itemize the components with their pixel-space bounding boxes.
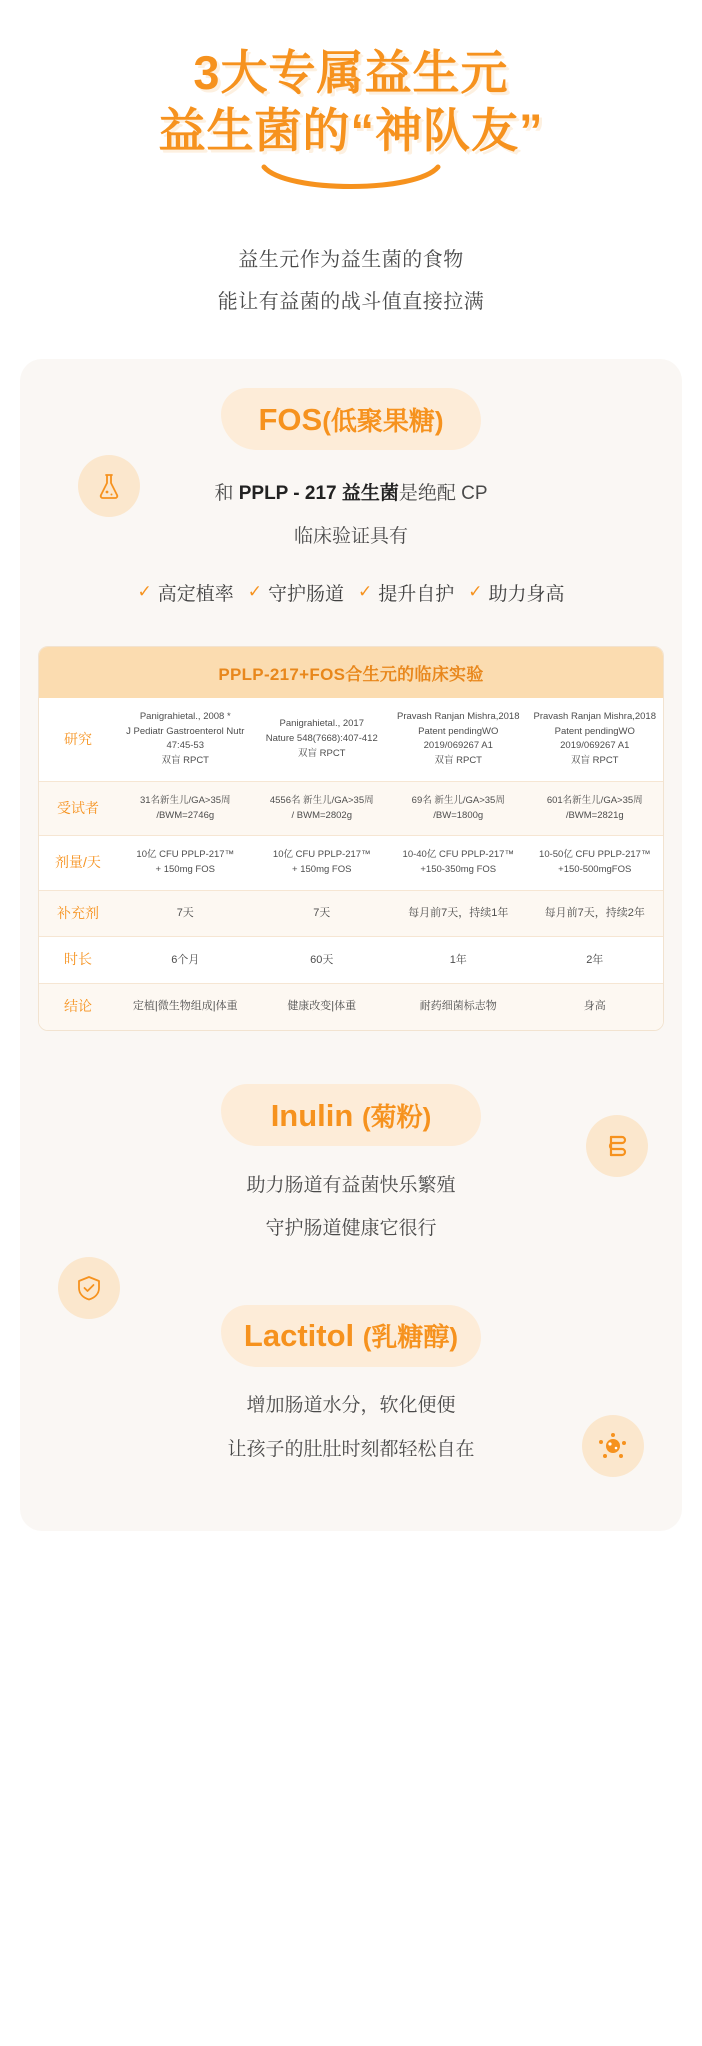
shield-icon bbox=[58, 1257, 120, 1319]
cell-conclusion-4: 身高 bbox=[527, 984, 664, 1030]
fos-line-1-post: 是绝配 CP bbox=[398, 482, 488, 504]
intro-line-1: 益生元作为益生菌的食物 bbox=[238, 248, 464, 271]
hero-section bbox=[0, 0, 702, 197]
table-row bbox=[39, 984, 663, 1030]
inulin-title-sub: (菊粉) bbox=[361, 1101, 432, 1132]
table-row bbox=[39, 937, 663, 984]
cell-dose-3: 10-40亿 CFU PPLP-217™ +150-350mg FOS bbox=[390, 836, 527, 890]
inulin-title-main: Inulin bbox=[270, 1097, 354, 1133]
fos-heading bbox=[20, 401, 682, 438]
check-icon: ✓ bbox=[137, 582, 152, 602]
row-head-duration: 时长 bbox=[39, 937, 117, 984]
benefit-label-1: 高定植率 bbox=[157, 583, 234, 605]
inulin-heading bbox=[20, 1097, 682, 1134]
cell-study-3: Pravash Ranjan Mishra,2018 Patent pendingWO 2019/069267 A1 双盲 RPCT bbox=[390, 698, 527, 781]
row-head-study: 研究 bbox=[39, 698, 117, 781]
benefit-item-2 bbox=[248, 579, 344, 606]
cell-supplement-4: 每月前7天，持续2年 bbox=[527, 890, 664, 937]
inulin-section bbox=[20, 1097, 682, 1251]
cell-duration-4: 2年 bbox=[527, 937, 664, 984]
cell-dose-4: 10-50亿 CFU PPLP-217™ +150-500mgFOS bbox=[527, 836, 664, 890]
row-head-conclusion: 结论 bbox=[39, 984, 117, 1030]
hero-underline-swoosh bbox=[256, 163, 446, 197]
benefit-item-4 bbox=[468, 579, 564, 606]
cell-subjects-2: 4556名 新生儿/GA>35周 / BWM=2802g bbox=[254, 781, 391, 835]
table-row bbox=[39, 836, 663, 890]
fos-description bbox=[20, 472, 682, 559]
cell-supplement-1: 7天 bbox=[117, 890, 254, 937]
benefit-item-3 bbox=[358, 579, 454, 606]
intro-text bbox=[0, 239, 702, 323]
cell-subjects-4: 601名新生儿/GA>35周 /BWM=2821g bbox=[527, 781, 664, 835]
cell-supplement-3: 每月前7天，持续1年 bbox=[390, 890, 527, 937]
inulin-line-2: 守护肠道健康它很行 bbox=[265, 1218, 437, 1240]
benefit-label-2: 守护肠道 bbox=[267, 583, 344, 605]
inulin-description bbox=[20, 1164, 682, 1251]
table-row bbox=[39, 698, 663, 781]
benefit-label-4: 助力身高 bbox=[488, 583, 565, 605]
cell-subjects-1: 31名新生儿/GA>35周 /BWM=2746g bbox=[117, 781, 254, 835]
fos-line-1-strong: PPLP - 217 益生菌 bbox=[238, 482, 399, 504]
lactitol-heading bbox=[20, 1317, 682, 1354]
lactitol-line-1: 增加肠道水分，软化便便 bbox=[246, 1395, 456, 1417]
cell-subjects-3: 69名 新生儿/GA>35周 /BW=1800g bbox=[390, 781, 527, 835]
clinical-trial-table bbox=[38, 646, 664, 1031]
hero-title-line-1: 3大专属益生元 bbox=[193, 46, 509, 99]
cell-study-4: Pravash Ranjan Mishra,2018 Patent pendingWO 2019/069267 A1 双盲 RPCT bbox=[527, 698, 664, 781]
fos-line-1-pre: 和 bbox=[214, 482, 239, 504]
check-icon: ✓ bbox=[358, 582, 373, 602]
table-title: PPLP-217+FOS合生元的临床实验 bbox=[39, 647, 663, 698]
check-icon: ✓ bbox=[468, 582, 483, 602]
lactitol-title-sub: (乳糖醇) bbox=[362, 1322, 459, 1353]
fos-line-2: 临床验证具有 bbox=[293, 526, 408, 548]
benefit-item-1 bbox=[137, 579, 233, 606]
inulin-line-1: 助力肠道有益菌快乐繁殖 bbox=[246, 1174, 456, 1196]
benefit-label-3: 提升自护 bbox=[378, 583, 455, 605]
cell-study-2: Panigrahietal., 2017 Nature 548(7668):407-412 双盲 RPCT bbox=[254, 698, 391, 781]
content-card bbox=[20, 359, 682, 1532]
fos-title-sub: (低聚果糖) bbox=[322, 405, 444, 436]
row-head-supplement: 补充剂 bbox=[39, 890, 117, 937]
cell-conclusion-2: 健康改变|体重 bbox=[254, 984, 391, 1030]
lactitol-title-main: Lactitol bbox=[243, 1318, 355, 1354]
table-row bbox=[39, 781, 663, 835]
cell-study-1: Panigrahietal., 2008 * J Pediatr Gastroenterol Nutr 47:45-53 双盲 RPCT bbox=[117, 698, 254, 781]
cell-dose-1: 10亿 CFU PPLP-217™ + 150mg FOS bbox=[117, 836, 254, 890]
cell-duration-3: 1年 bbox=[390, 937, 527, 984]
intro-line-2: 能让有益菌的战斗值直接拉满 bbox=[217, 290, 485, 313]
table-body bbox=[39, 698, 663, 1030]
check-icon: ✓ bbox=[247, 582, 262, 602]
cell-supplement-2: 7天 bbox=[254, 890, 391, 937]
fos-title-main: FOS bbox=[258, 401, 323, 437]
lactitol-description bbox=[20, 1384, 682, 1471]
cell-conclusion-1: 定植|微生物组成|体重 bbox=[117, 984, 254, 1030]
fos-line-1 bbox=[20, 472, 682, 516]
cell-duration-1: 6个月 bbox=[117, 937, 254, 984]
row-head-subjects: 受试者 bbox=[39, 781, 117, 835]
cell-conclusion-3: 耐药细菌标志物 bbox=[390, 984, 527, 1030]
fos-benefits-row bbox=[20, 579, 682, 606]
table-row bbox=[39, 890, 663, 937]
cell-dose-2: 10亿 CFU PPLP-217™ + 150mg FOS bbox=[254, 836, 391, 890]
hero-title-line-2: 益生菌的“神队友” bbox=[158, 104, 544, 158]
lactitol-line-2: 让孩子的肚肚时刻都轻松自在 bbox=[227, 1438, 475, 1460]
lactitol-section bbox=[20, 1317, 682, 1471]
row-head-dose: 剂量/天 bbox=[39, 836, 117, 890]
cell-duration-2: 60天 bbox=[254, 937, 391, 984]
